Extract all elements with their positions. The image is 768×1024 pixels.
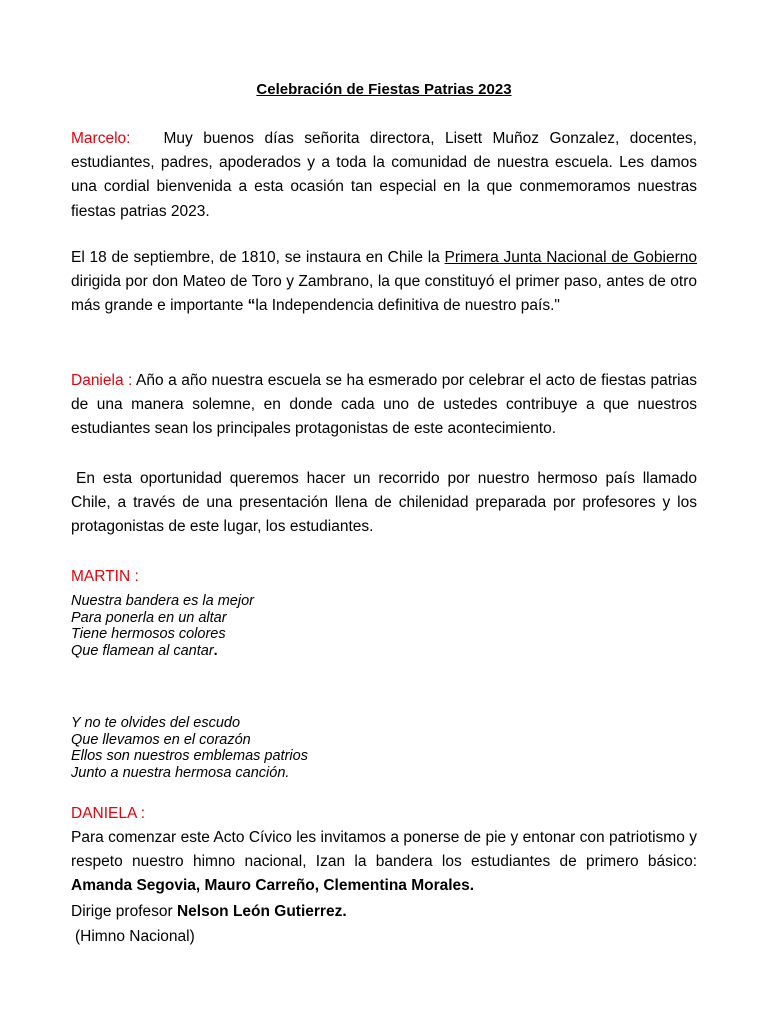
marcelo-welcome-text: Muy buenos días señorita directora, Lisett Muñoz Gonzalez, docentes, estudiantes, padres, apoderados y a toda la comunidad de nuestra escuela. Les damos una cordial bienvenida a esta ocasión tan especial en la que conmemoramos nuestras fiestas patrias 2023. <box>71 130 697 220</box>
speaker-daniela: Daniela : <box>71 372 133 389</box>
paragraph-acto-civico <box>71 826 697 899</box>
paragraph-history <box>71 246 697 319</box>
history-quote-text: la Independencia definitiva de nuestro país." <box>255 297 560 315</box>
quote-open-mark: “ <box>247 297 256 315</box>
history-text-middle: dirigida por don Mateo de Toro y Zambrano, la que constituyó el primer paso, antes de otro más grande e importante <box>71 273 697 315</box>
primera-junta-link-text: Primera Junta Nacional de Gobierno <box>444 249 697 266</box>
poem-line: Junto a nuestra hermosa canción. <box>71 764 290 781</box>
himno-nacional-note: (Himno Nacional) <box>75 928 195 945</box>
poem-line: Y no te olvides del escudo <box>71 715 241 731</box>
history-text-start: El 18 de septiembre, de 1810, se instaura en Chile la <box>71 249 445 266</box>
speaker-martin: MARTIN : <box>71 568 139 585</box>
paragraph-daniela-intro <box>71 369 697 442</box>
acto-civico-text: Para comenzar este Acto Cívico les invitamos a ponerse de pie y entonar con patriotismo y respeto nuestro himno nacional, Izan la bandera los estudiantes de primero básico: <box>71 829 697 871</box>
poem-line: Ellos son nuestros emblemas patrios <box>71 748 308 764</box>
paragraph-recorrido <box>71 467 697 540</box>
speaker-daniela-upper: DANIELA : <box>71 805 146 822</box>
speaker-marcelo: Marcelo: <box>71 130 131 147</box>
conductor-line <box>71 902 347 922</box>
daniela-intro-text: Año a año nuestra escuela se ha esmerado por celebrar el acto de fiestas patrias de una manera solemne, en donde cada uno de ustedes contribuye a que nuestros estudiantes sean los principales protagonistas de este acontecimiento. <box>71 372 697 438</box>
flag-students-names: Amanda Segovia, Mauro Carreño, Clementina Morales. <box>71 877 475 895</box>
poem-stanza-2 <box>71 715 308 781</box>
conductor-prefix: Dirige profesor <box>71 903 177 920</box>
poem-line: Que flamean al cantar. <box>71 642 218 659</box>
document-title: Celebración de Fiestas Patrias 2023 <box>256 81 512 98</box>
poem-line: Nuestra bandera es la mejor <box>71 593 254 609</box>
paragraph-marcelo-welcome <box>71 127 697 224</box>
poem-line: Para ponerla en un altar <box>71 609 227 626</box>
conductor-name: Nelson León Gutierrez. <box>176 903 347 920</box>
recorrido-text: En esta oportunidad queremos hacer un recorrido por nuestro hermoso país llamado Chile, a través de una presentación llena de chilenidad preparada por profesores y los protagonistas de este lugar, los estudiantes. <box>71 470 697 536</box>
poem-line: Que llevamos en el corazón <box>71 731 251 748</box>
poem-end-period: . <box>213 642 218 659</box>
poem-stanza-1 <box>71 593 254 659</box>
poem-line: Tiene hermosos colores <box>71 626 226 642</box>
